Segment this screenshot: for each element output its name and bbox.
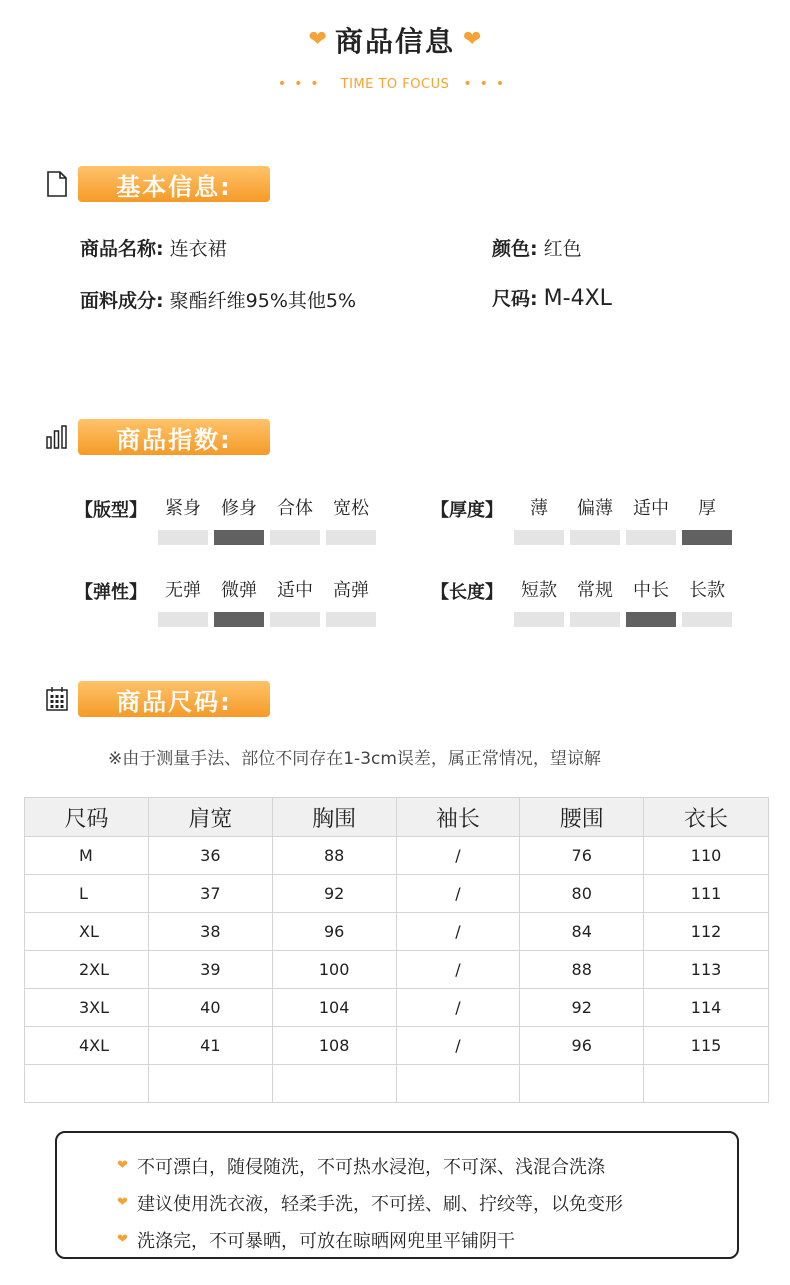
section-index-heading <box>44 419 270 455</box>
info-color-value: 红色 <box>543 238 582 260</box>
index-option <box>626 578 676 627</box>
table-cell: 84 <box>520 913 644 951</box>
table-cell: 41 <box>148 1027 272 1065</box>
index-option-label: 常规 <box>577 580 613 601</box>
index-label: 【版型】 <box>75 500 147 521</box>
table-header-cell: 胸围 <box>272 798 396 837</box>
table-header-cell: 腰围 <box>520 798 644 837</box>
index-level-bar <box>270 530 320 545</box>
info-size-label: 尺码: <box>492 288 538 310</box>
table-cell: 36 <box>148 837 272 875</box>
table-cell: / <box>396 989 520 1027</box>
index-option <box>514 578 564 627</box>
table-cell: 113 <box>644 951 769 989</box>
info-color <box>492 234 582 261</box>
table-header-cell: 袖长 <box>396 798 520 837</box>
info-product-name-label: 商品名称: <box>80 238 164 260</box>
page-subtitle: TIME TO FOCUS <box>340 76 450 92</box>
table-cell: 4XL <box>25 1027 149 1065</box>
table-cell: 3XL <box>25 989 149 1027</box>
table-row <box>25 913 769 951</box>
index-option-label: 修身 <box>221 498 257 519</box>
index-level-bar <box>682 530 732 545</box>
heart-icon: ❤ <box>117 1158 128 1173</box>
table-cell: 37 <box>148 875 272 913</box>
index-level-bar <box>326 530 376 545</box>
dots-decoration: ••• <box>277 76 327 92</box>
index-option <box>270 496 320 545</box>
table-cell: L <box>25 875 149 913</box>
table-cell: 115 <box>644 1027 769 1065</box>
care-instructions-box <box>55 1131 739 1259</box>
index-label: 【厚度】 <box>431 500 503 521</box>
index-level-bar <box>158 612 208 627</box>
table-row <box>25 837 769 875</box>
table-row <box>25 951 769 989</box>
table-cell: 38 <box>148 913 272 951</box>
section-size-heading <box>44 681 270 717</box>
table-header-cell: 肩宽 <box>148 798 272 837</box>
index-row-length <box>431 578 732 627</box>
table-cell: 92 <box>272 875 396 913</box>
table-cell: 88 <box>272 837 396 875</box>
heart-icon: ❤ <box>117 1195 128 1210</box>
index-options <box>158 496 376 545</box>
index-option <box>270 578 320 627</box>
care-item-text: 不可漂白，随侵随洗，不可热水浸泡，不可深、浅混合洗涤 <box>137 1156 605 1178</box>
index-option-label: 微弹 <box>221 580 257 601</box>
index-level-bar <box>270 612 320 627</box>
care-item <box>117 1221 737 1258</box>
table-cell <box>644 1065 769 1103</box>
index-option-label: 厚 <box>698 498 716 519</box>
table-cell: 114 <box>644 989 769 1027</box>
table-cell: 112 <box>644 913 769 951</box>
index-option <box>326 578 376 627</box>
care-item <box>117 1184 737 1221</box>
table-cell: 104 <box>272 989 396 1027</box>
index-row-thickness <box>431 496 732 545</box>
table-cell: 92 <box>520 989 644 1027</box>
info-product-name-value: 连衣裙 <box>169 238 227 260</box>
index-level-bar <box>214 612 264 627</box>
section-index-title: 商品指数: <box>78 419 270 455</box>
table-cell: / <box>396 837 520 875</box>
index-option-label: 合体 <box>277 498 313 519</box>
table-cell <box>25 1065 149 1103</box>
table-cell: 96 <box>272 913 396 951</box>
info-material-label: 面料成分: <box>80 290 164 312</box>
index-option <box>570 496 620 545</box>
index-level-bar <box>514 530 564 545</box>
info-size-value: M-4XL <box>543 286 612 311</box>
table-cell: M <box>25 837 149 875</box>
page-title: 商品信息 <box>334 25 455 58</box>
index-option <box>214 496 264 545</box>
index-option <box>570 578 620 627</box>
index-level-bar <box>514 612 564 627</box>
dots-decoration: ••• <box>463 76 513 92</box>
index-level-bar <box>570 612 620 627</box>
heart-icon: ❤ <box>308 27 327 52</box>
index-option-label: 中长 <box>633 580 669 601</box>
index-option <box>326 496 376 545</box>
index-option-label: 偏薄 <box>577 498 613 519</box>
index-option-label: 薄 <box>530 498 548 519</box>
index-option-label: 无弹 <box>165 580 201 601</box>
calendar-grid-icon <box>44 686 70 712</box>
care-item-text: 建议使用洗衣液，轻柔手洗，不可搓、刷、拧绞等，以免变形 <box>137 1193 623 1215</box>
table-cell: 80 <box>520 875 644 913</box>
index-level-bar <box>158 530 208 545</box>
header-subtitle-row <box>0 76 790 92</box>
index-level-bar <box>626 612 676 627</box>
info-material <box>80 286 356 313</box>
table-cell: / <box>396 951 520 989</box>
index-option-label: 高弹 <box>333 580 369 601</box>
table-header-row <box>25 798 769 837</box>
index-options <box>514 496 732 545</box>
index-option <box>682 496 732 545</box>
table-cell: 110 <box>644 837 769 875</box>
index-option-label: 适中 <box>277 580 313 601</box>
index-option <box>682 578 732 627</box>
index-option-label: 长款 <box>689 580 725 601</box>
index-options <box>158 578 376 627</box>
table-cell: 39 <box>148 951 272 989</box>
document-icon <box>44 171 70 197</box>
index-level-bar <box>626 530 676 545</box>
index-level-bar <box>214 530 264 545</box>
table-cell <box>520 1065 644 1103</box>
table-cell: / <box>396 1027 520 1065</box>
table-cell: 96 <box>520 1027 644 1065</box>
table-header-cell: 尺码 <box>25 798 149 837</box>
index-option <box>158 496 208 545</box>
heart-icon: ❤ <box>117 1232 128 1247</box>
info-material-value: 聚酯纤维95%其他5% <box>169 290 357 312</box>
index-option <box>214 578 264 627</box>
index-option-label: 短款 <box>521 580 557 601</box>
table-cell: 76 <box>520 837 644 875</box>
info-size <box>492 284 612 311</box>
bar-chart-icon <box>44 424 70 450</box>
table-cell: 108 <box>272 1027 396 1065</box>
index-row-fit <box>75 496 376 545</box>
section-basic-heading <box>44 166 270 202</box>
table-row <box>25 875 769 913</box>
info-product-name <box>80 234 227 261</box>
index-row-elasticity <box>75 578 376 627</box>
info-color-label: 颜色: <box>492 238 538 260</box>
section-basic-title: 基本信息: <box>78 166 270 202</box>
table-cell: / <box>396 913 520 951</box>
heart-icon: ❤ <box>463 27 482 52</box>
index-option <box>158 578 208 627</box>
index-label: 【弹性】 <box>75 582 147 603</box>
table-cell: 2XL <box>25 951 149 989</box>
care-item-text: 洗涤完，不可暴晒，可放在晾晒网兜里平铺阴干 <box>137 1230 515 1252</box>
table-row <box>25 989 769 1027</box>
table-cell <box>148 1065 272 1103</box>
care-item <box>117 1147 737 1184</box>
index-level-bar <box>570 530 620 545</box>
page-header <box>0 20 790 92</box>
table-cell <box>272 1065 396 1103</box>
table-cell: XL <box>25 913 149 951</box>
index-option-label: 宽松 <box>333 498 369 519</box>
header-title-row <box>0 20 790 60</box>
table-cell <box>396 1065 520 1103</box>
table-cell: 111 <box>644 875 769 913</box>
section-size-title: 商品尺码: <box>78 681 270 717</box>
index-option-label: 适中 <box>633 498 669 519</box>
index-level-bar <box>326 612 376 627</box>
index-label: 【长度】 <box>431 582 503 603</box>
index-options <box>514 578 732 627</box>
index-option <box>514 496 564 545</box>
index-option-label: 紧身 <box>165 498 201 519</box>
size-table <box>24 797 769 1103</box>
table-cell: 40 <box>148 989 272 1027</box>
table-row <box>25 1027 769 1065</box>
size-note: ※由于测量手法、部位不同存在1-3cm误差，属正常情况，望谅解 <box>108 749 601 769</box>
table-cell: / <box>396 875 520 913</box>
table-header-cell: 衣长 <box>644 798 769 837</box>
table-cell: 88 <box>520 951 644 989</box>
table-row <box>25 1065 769 1103</box>
table-cell: 100 <box>272 951 396 989</box>
index-option <box>626 496 676 545</box>
index-level-bar <box>682 612 732 627</box>
